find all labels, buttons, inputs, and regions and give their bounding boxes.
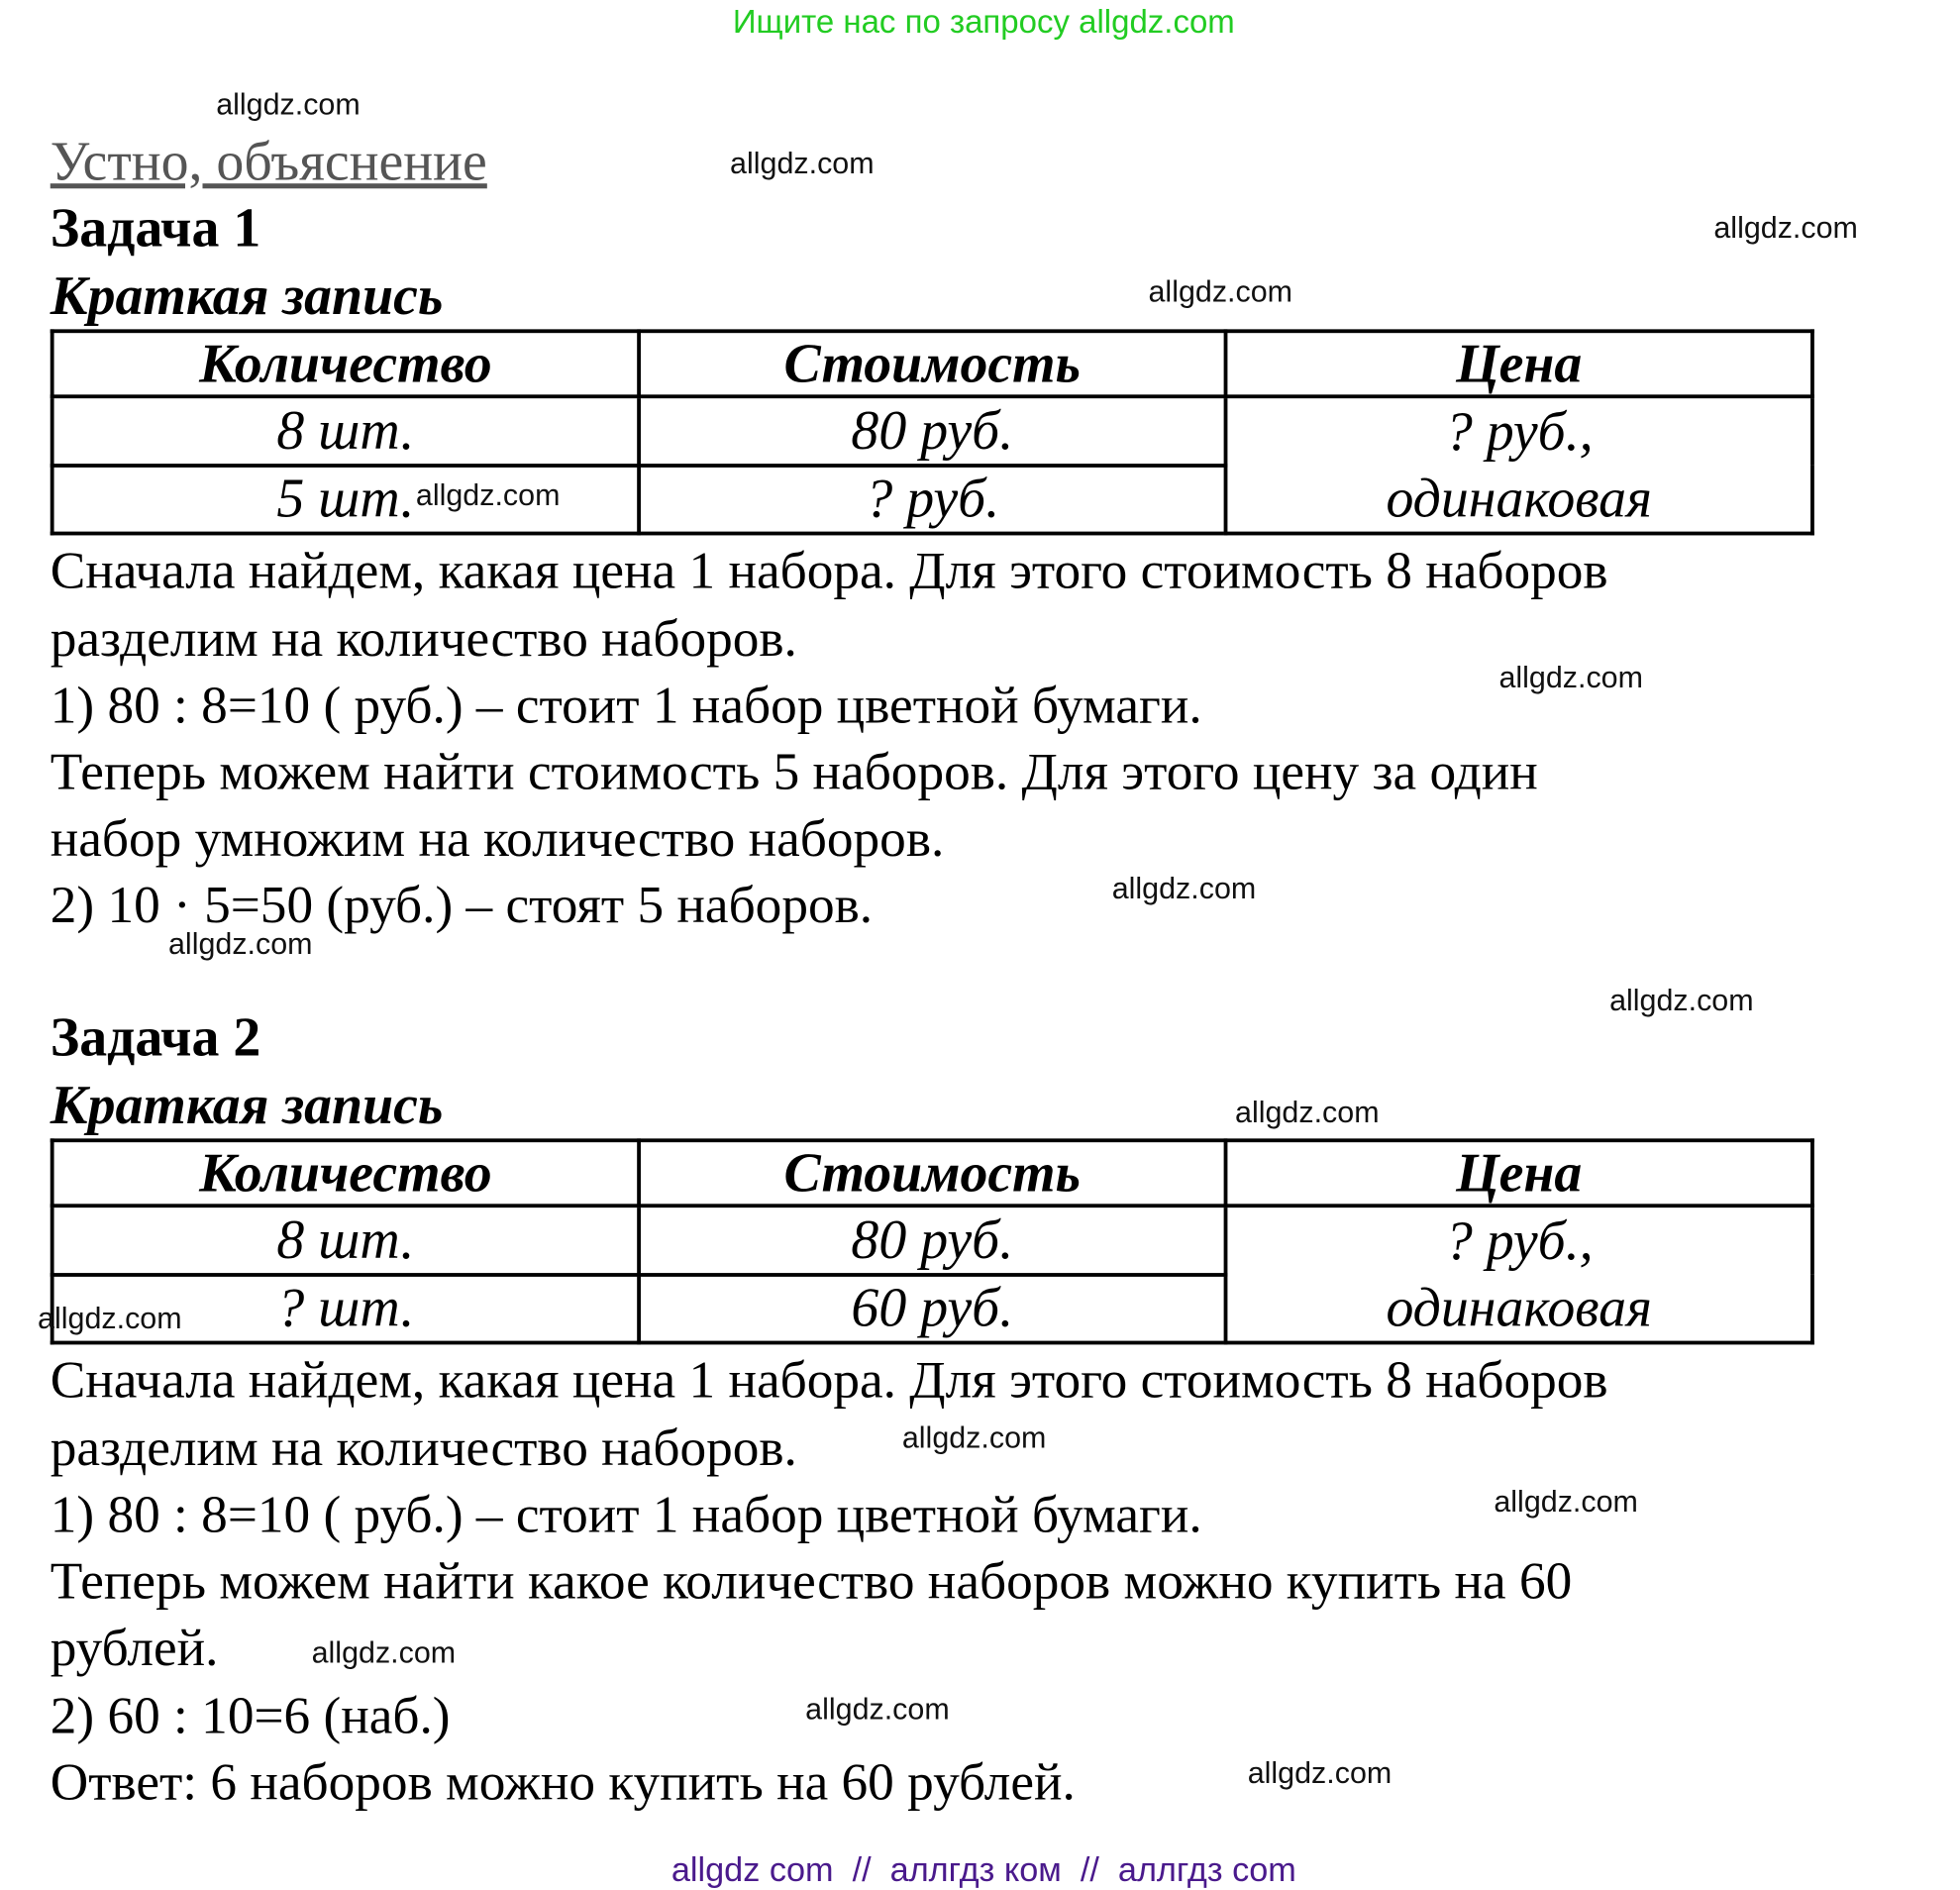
solution-line: разделим на количество наборов. xyxy=(50,1419,797,1478)
header-price: Цена xyxy=(1226,331,1812,396)
solution-line: 2) 10 · 5=50 (руб.) – стоят 5 наборов. xyxy=(50,877,874,935)
section-title[interactable]: Устно, объяснение xyxy=(50,130,487,193)
answer-line: Ответ: 6 наборов можно купить на 60 рублей. xyxy=(50,1753,1076,1813)
watermark: allgdz.com xyxy=(415,478,561,513)
watermark: allgdz.com xyxy=(1148,274,1293,310)
cell-quantity: ? шт. xyxy=(52,1274,639,1342)
watermark: allgdz.com xyxy=(1498,661,1643,695)
watermark: allgdz.com xyxy=(901,1420,1047,1456)
watermark: allgdz.com xyxy=(38,1302,182,1336)
table-row xyxy=(52,1206,1812,1274)
solution-line: 1) 80 : 8=10 ( руб.) – стоит 1 набор цветной бумаги. xyxy=(50,677,1202,736)
task-1-subtitle: Краткая запись xyxy=(50,264,444,327)
cell-quantity: 8 шт. xyxy=(52,396,639,465)
cell-cost: 80 руб. xyxy=(639,1206,1225,1274)
price-line: одинаковая xyxy=(1386,467,1652,530)
header-cost: Стоимость xyxy=(639,331,1225,396)
header-price: Цена xyxy=(1226,1140,1812,1206)
solution-line: Теперь можем найти стоимость 5 наборов. Для этого цену за один xyxy=(50,744,1538,802)
cell-price xyxy=(1226,1206,1812,1342)
watermark: allgdz.com xyxy=(1609,984,1754,1018)
cell-cost: ? руб. xyxy=(639,465,1225,533)
cell-cost: 80 руб. xyxy=(639,396,1225,465)
watermark: allgdz.com xyxy=(730,147,875,181)
watermark: allgdz.com xyxy=(216,87,361,123)
table-row xyxy=(52,396,1812,465)
price-line: ? руб., xyxy=(1444,1209,1594,1272)
solution-line: 2) 60 : 10=6 (наб.) xyxy=(50,1687,451,1746)
price-line: ? руб., xyxy=(1444,400,1594,463)
task-1-table xyxy=(51,329,1814,535)
watermark: allgdz.com xyxy=(1235,1096,1380,1130)
cell-price xyxy=(1226,396,1812,533)
watermark: allgdz.com xyxy=(311,1635,457,1670)
watermark: allgdz.com xyxy=(1713,211,1858,246)
header-quantity: Количество xyxy=(52,1140,639,1206)
price-line: одинаковая xyxy=(1386,1276,1652,1339)
header-banner[interactable]: Ищите нас по запросу allgdz.com xyxy=(732,2,1235,41)
task-1-title: Задача 1 xyxy=(50,197,261,260)
watermark: allgdz.com xyxy=(1247,1756,1393,1791)
footer-links[interactable]: allgdz com // аллгдз ком // аллгдз com xyxy=(671,1850,1296,1889)
watermark: allgdz.com xyxy=(805,1692,950,1728)
cell-cost: 60 руб. xyxy=(639,1274,1225,1342)
header-cost: Стоимость xyxy=(639,1140,1225,1206)
watermark: allgdz.com xyxy=(1494,1485,1638,1520)
solution-line: разделим на количество наборов. xyxy=(50,610,797,669)
solution-line: Сначала найдем, какая цена 1 набора. Для этого стоимость 8 наборов xyxy=(50,1352,1608,1411)
task-2-table xyxy=(51,1138,1814,1344)
solution-line: Сначала найдем, какая цена 1 набора. Для этого стоимость 8 наборов xyxy=(50,543,1608,601)
cell-quantity: 5 шт. xyxy=(52,465,639,533)
task-2-subtitle: Краткая запись xyxy=(50,1074,444,1136)
solution-line: набор умножим на количество наборов. xyxy=(50,810,945,869)
watermark: allgdz.com xyxy=(167,927,313,962)
table-header-row xyxy=(52,1140,1812,1206)
cell-quantity: 8 шт. xyxy=(52,1206,639,1274)
header-quantity: Количество xyxy=(52,331,639,396)
task-2-title: Задача 2 xyxy=(50,1006,261,1069)
table-header-row xyxy=(52,331,1812,396)
solution-line: 1) 80 : 8=10 ( руб.) – стоит 1 набор цветной бумаги. xyxy=(50,1486,1202,1545)
solution-line: рублей. xyxy=(50,1620,219,1678)
solution-line: Теперь можем найти какое количество наборов можно купить на 60 xyxy=(50,1552,1573,1612)
watermark: allgdz.com xyxy=(1111,872,1257,906)
